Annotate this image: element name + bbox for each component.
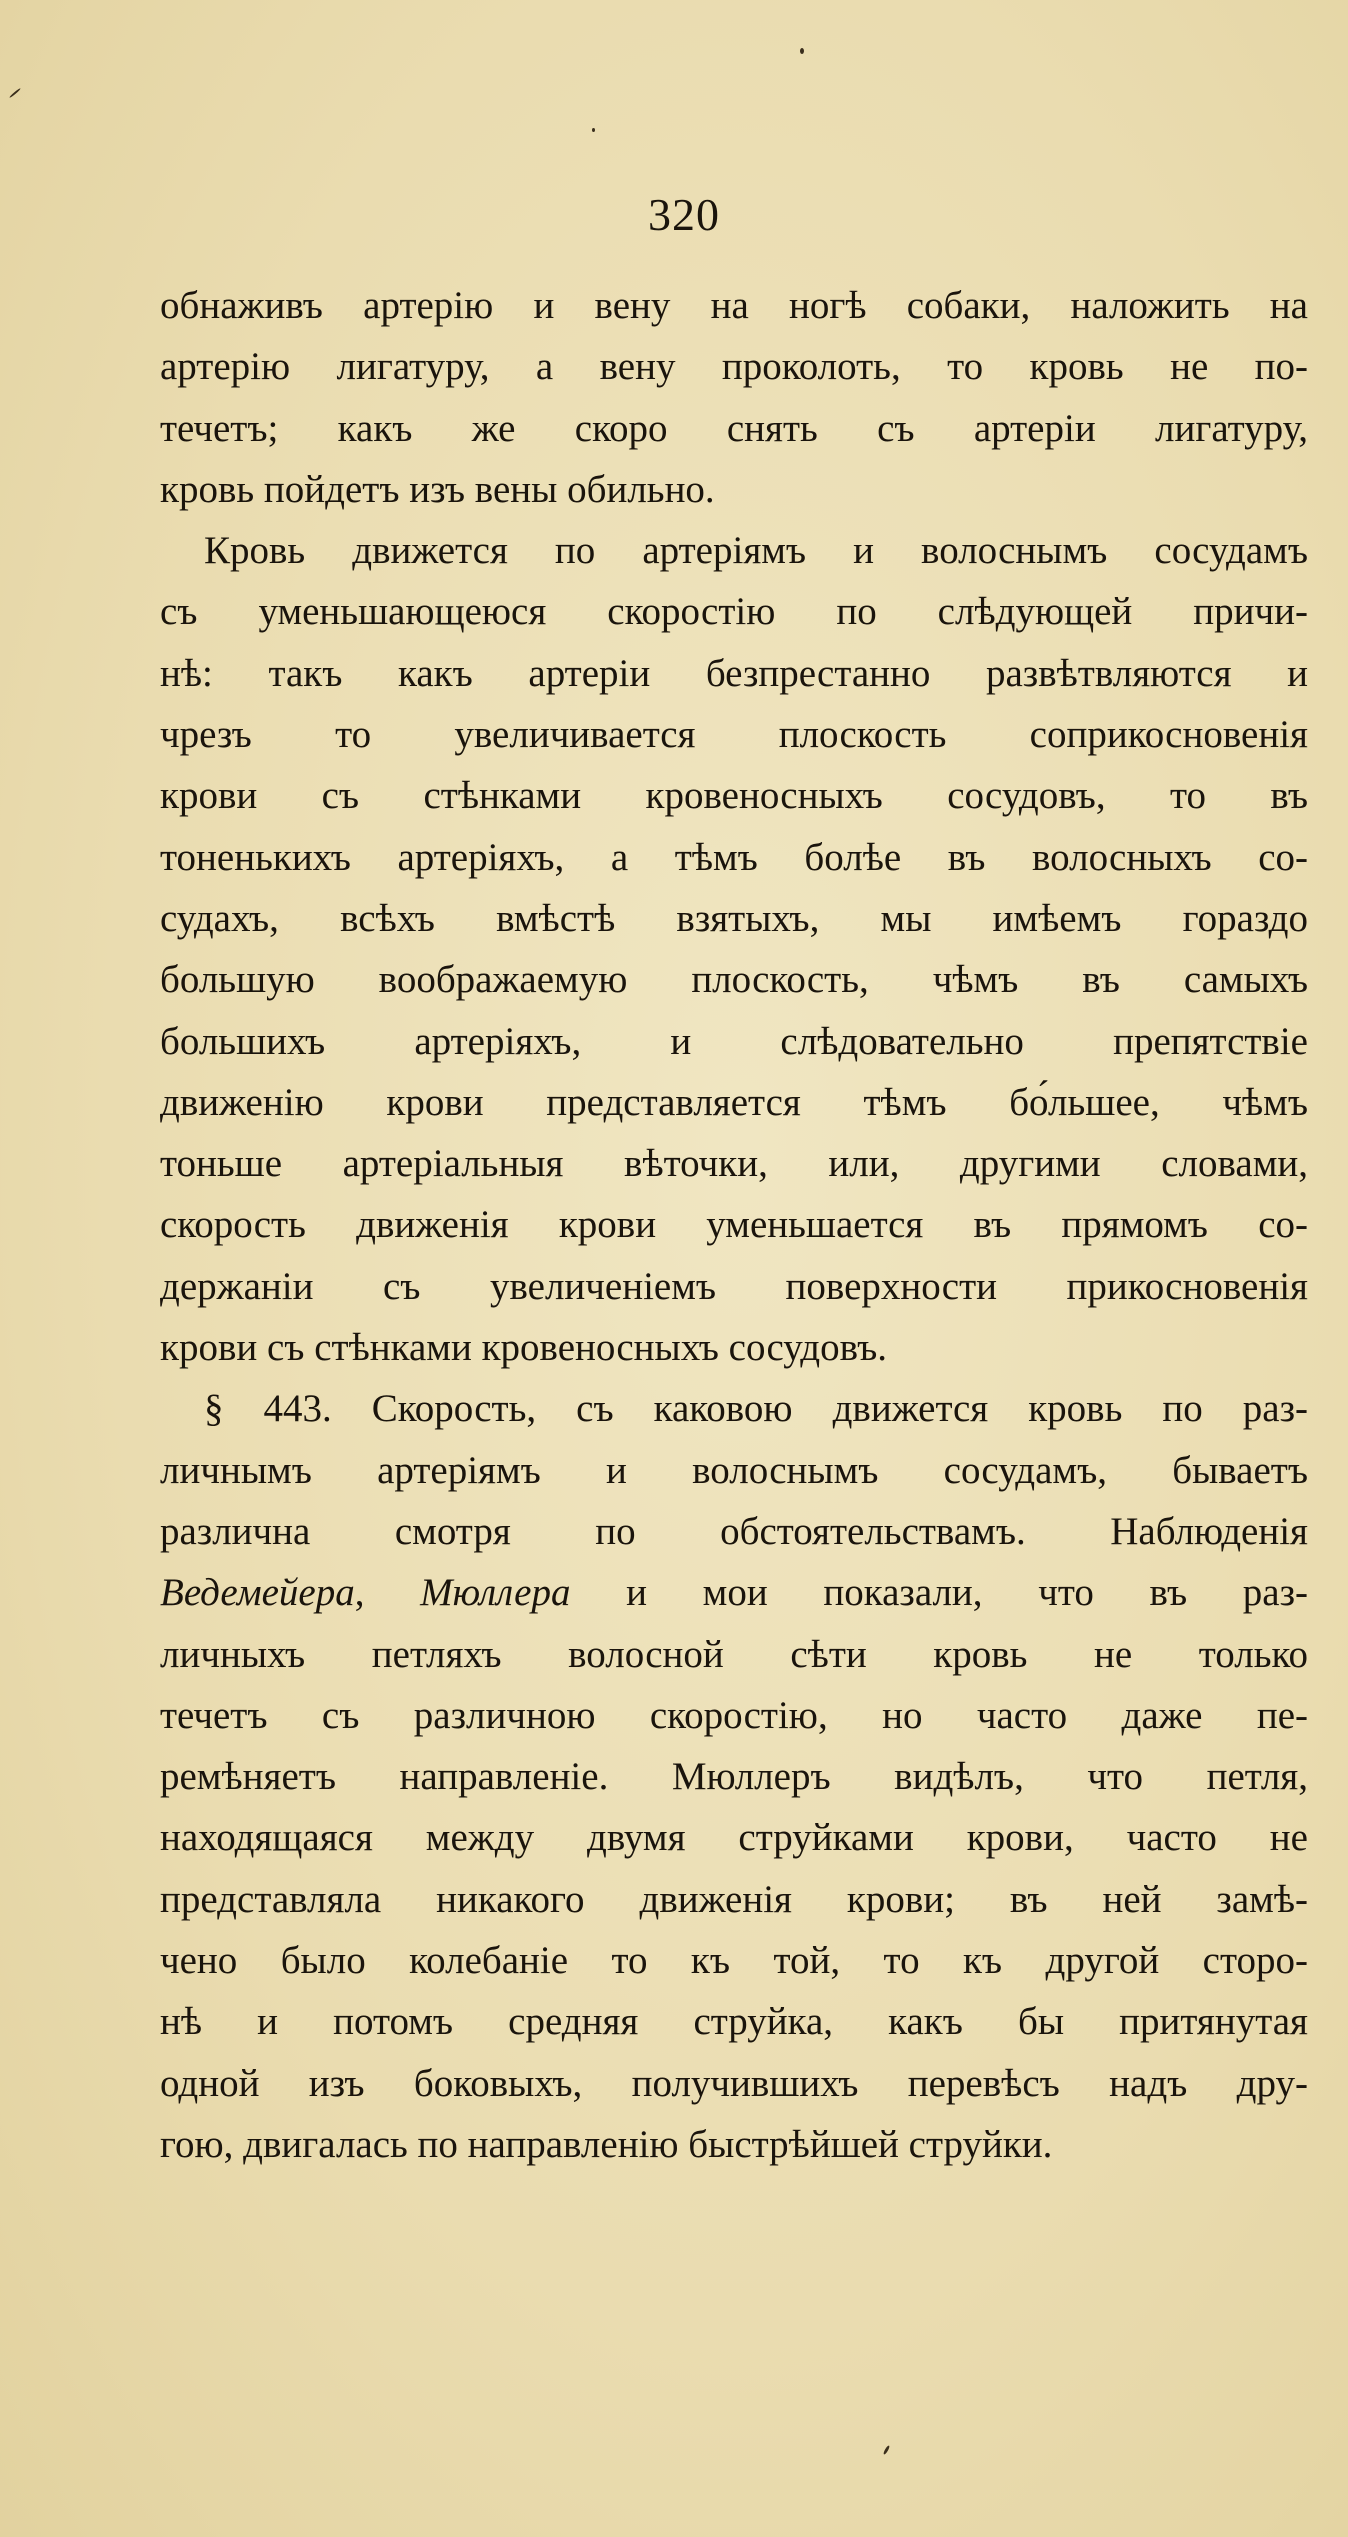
- ink-speck: [800, 48, 804, 54]
- text-run: личныхъ петляхъ волосной сѣти кровь не только: [160, 1632, 1308, 1676]
- paragraph: [160, 275, 1308, 520]
- text-line: [160, 1378, 1308, 1439]
- text-line: крови съ стѣнками кровеносныхъ сосудовъ, то въ: [160, 774, 1308, 818]
- ink-speck: [883, 2445, 891, 2455]
- text-line: нѣ: такъ какъ артеріи безпрестанно развѣтвляются и: [160, 651, 1308, 695]
- text-run: ,: [354, 1571, 421, 1615]
- text-line: [160, 1991, 1308, 2052]
- text-line: [160, 1685, 1308, 1746]
- text-line: [160, 1562, 1308, 1623]
- text-run: § 443. Скорость, съ каковою движется кровь по раз-: [204, 1387, 1308, 1431]
- text-line: [160, 2053, 1308, 2114]
- text-line: [160, 1624, 1308, 1685]
- text-run: ремѣняетъ направленіе. Мюллеръ видѣлъ, что петля,: [160, 1755, 1308, 1799]
- text-line: судахъ, всѣхъ вмѣстѣ взятыхъ, мы имѣемъ гораздо: [160, 896, 1308, 940]
- author-name: Мюллера: [420, 1571, 571, 1615]
- text-line: съ уменьшающеюся скоростію по слѣдующей причи-: [160, 590, 1308, 634]
- text-line: Кровь движется по артеріямъ и волоснымъ сосудамъ: [204, 529, 1308, 573]
- text-line: течетъ; какъ же скоро снять съ артеріи лигатуру,: [160, 406, 1308, 450]
- text-line: большую воображаемую плоскость, чѣмъ въ самыхъ: [160, 958, 1308, 1002]
- text-line: тоненькихъ артеріяхъ, а тѣмъ болѣе въ волосныхъ со-: [160, 835, 1308, 879]
- author-name: Ведемейера: [160, 1571, 355, 1615]
- text-line: [160, 1440, 1308, 1501]
- text-run: представляла никакого движенія крови; въ ней замѣ-: [160, 1877, 1308, 1921]
- text-line: чрезъ то увеличивается плоскость соприкосновенія: [160, 713, 1308, 757]
- text-line: [160, 1930, 1308, 1991]
- text-run: гою, двигалась по направленію быстрѣйшей струйки.: [160, 2122, 1053, 2166]
- text-run: личнымъ артеріямъ и волоснымъ сосудамъ, бываетъ: [160, 1448, 1308, 1492]
- page-number: 320: [648, 189, 720, 240]
- text-line: [160, 1869, 1308, 1930]
- body-text: [160, 275, 1308, 2175]
- text-line: тоньше артеріальныя вѣточки, или, другими словами,: [160, 1142, 1308, 1186]
- text-line: кровь пойдетъ изъ вены обильно.: [160, 467, 715, 511]
- ink-speck: [592, 128, 595, 132]
- text-run: одной изъ боковыхъ, получившихъ перевѣсъ надъ дру-: [160, 2061, 1308, 2105]
- text-line: [160, 1501, 1308, 1562]
- text-run: и мои показали, что въ раз-: [570, 1571, 1309, 1615]
- text-line: крови съ стѣнками кровеносныхъ сосудовъ.: [160, 1326, 888, 1370]
- ink-speck: [9, 88, 21, 99]
- text-line: держаніи съ увеличеніемъ поверхности прикосновенія: [160, 1264, 1308, 1308]
- text-line: большихъ артеріяхъ, и слѣдовательно препятствіе: [160, 1019, 1308, 1063]
- text-run: находящаяся между двумя струйками крови, часто не: [160, 1816, 1308, 1860]
- text-run: чено было колебаніе то къ той, то къ другой сторо-: [160, 1939, 1308, 1983]
- text-line: движенію крови представляется тѣмъ бо́льшее, чѣмъ: [160, 1080, 1308, 1124]
- paragraph: [160, 1378, 1308, 2175]
- text-line: [160, 1807, 1308, 1868]
- text-line: артерію лигатуру, а вену проколоть, то кровь не по-: [160, 345, 1308, 389]
- text-run: нѣ и потомъ средняя струйка, какъ бы притянутая: [160, 2000, 1308, 2044]
- text-line: обнаживъ артерію и вену на ногѣ собаки, наложить на: [160, 284, 1308, 327]
- text-line: [160, 1746, 1308, 1807]
- text-line: [160, 2114, 1308, 2175]
- text-run: течетъ съ различною скоростію, но часто даже пе-: [160, 1693, 1308, 1737]
- text-line: скорость движенія крови уменьшается въ прямомъ со-: [160, 1203, 1308, 1247]
- paragraph: [160, 520, 1308, 1378]
- text-run: различна смотря по обстоятельствамъ. Наблюденія: [160, 1509, 1308, 1553]
